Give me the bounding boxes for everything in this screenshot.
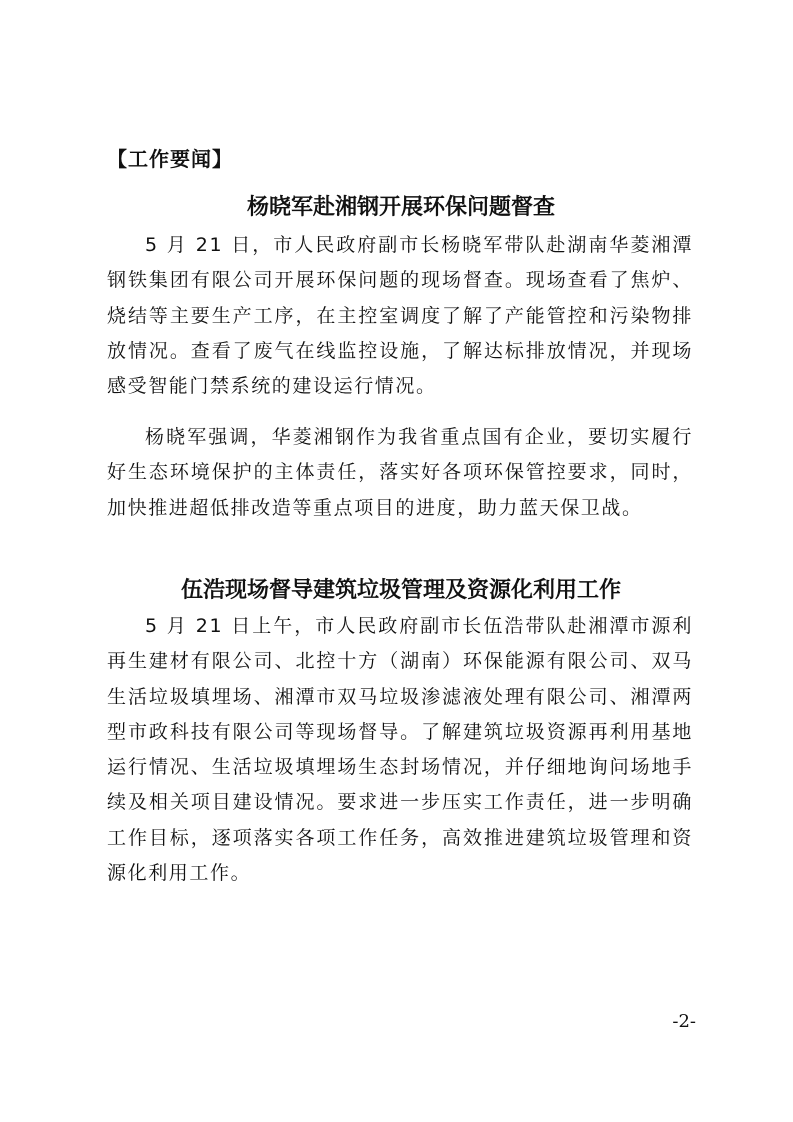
article-2-paragraph-1: 5 月 21 日上午，市人民政府副市长伍浩带队赴湘潭市源利再生建材有限公司、北控十方（湖南）环保能源有限公司、双马生活垃圾填埋场、湘潭市双马垃圾渗滤液处理有限公司、湘潭两型市政科技有限公司等现场督导。了解建筑垃圾资源再利用基地运行情况、生活垃圾填埋场生态封场情况，并仔细地询问场地手续及相关项目建设情况。要求进一步压实工作责任，进一步明确工作目标，逐项落实各项工作任务，高效推进建筑垃圾管理和资源化利用工作。 (107, 615, 693, 885)
section-label: 【工作要闻】 (107, 147, 233, 171)
article-title-1: 杨晓军赴湘钢开展环保问题督查 (246, 194, 555, 220)
page-number: -2- (672, 1011, 696, 1032)
article-title-2: 伍浩现场督导建筑垃圾管理及资源化利用工作 (180, 577, 621, 603)
article-1-paragraph-2: 杨晓军强调，华菱湘钢作为我省重点国有企业，要切实履行好生态环境保护的主体责任，落实好各项环保管控要求，同时，加快推进超低排改造等重点项目的进度，助力蓝天保卫战。 (107, 426, 693, 519)
article-1-paragraph-1: 5 月 21 日，市人民政府副市长杨晓军带队赴湖南华菱湘潭钢铁集团有限公司开展环保问题的现场督查。现场查看了焦炉、烧结等主要生产工序，在主控室调度了解了产能管控和污染物排放情况。查看了废气在线监控设施，了解达标排放情况，并现场感受智能门禁系统的建设运行情况。 (107, 234, 693, 398)
